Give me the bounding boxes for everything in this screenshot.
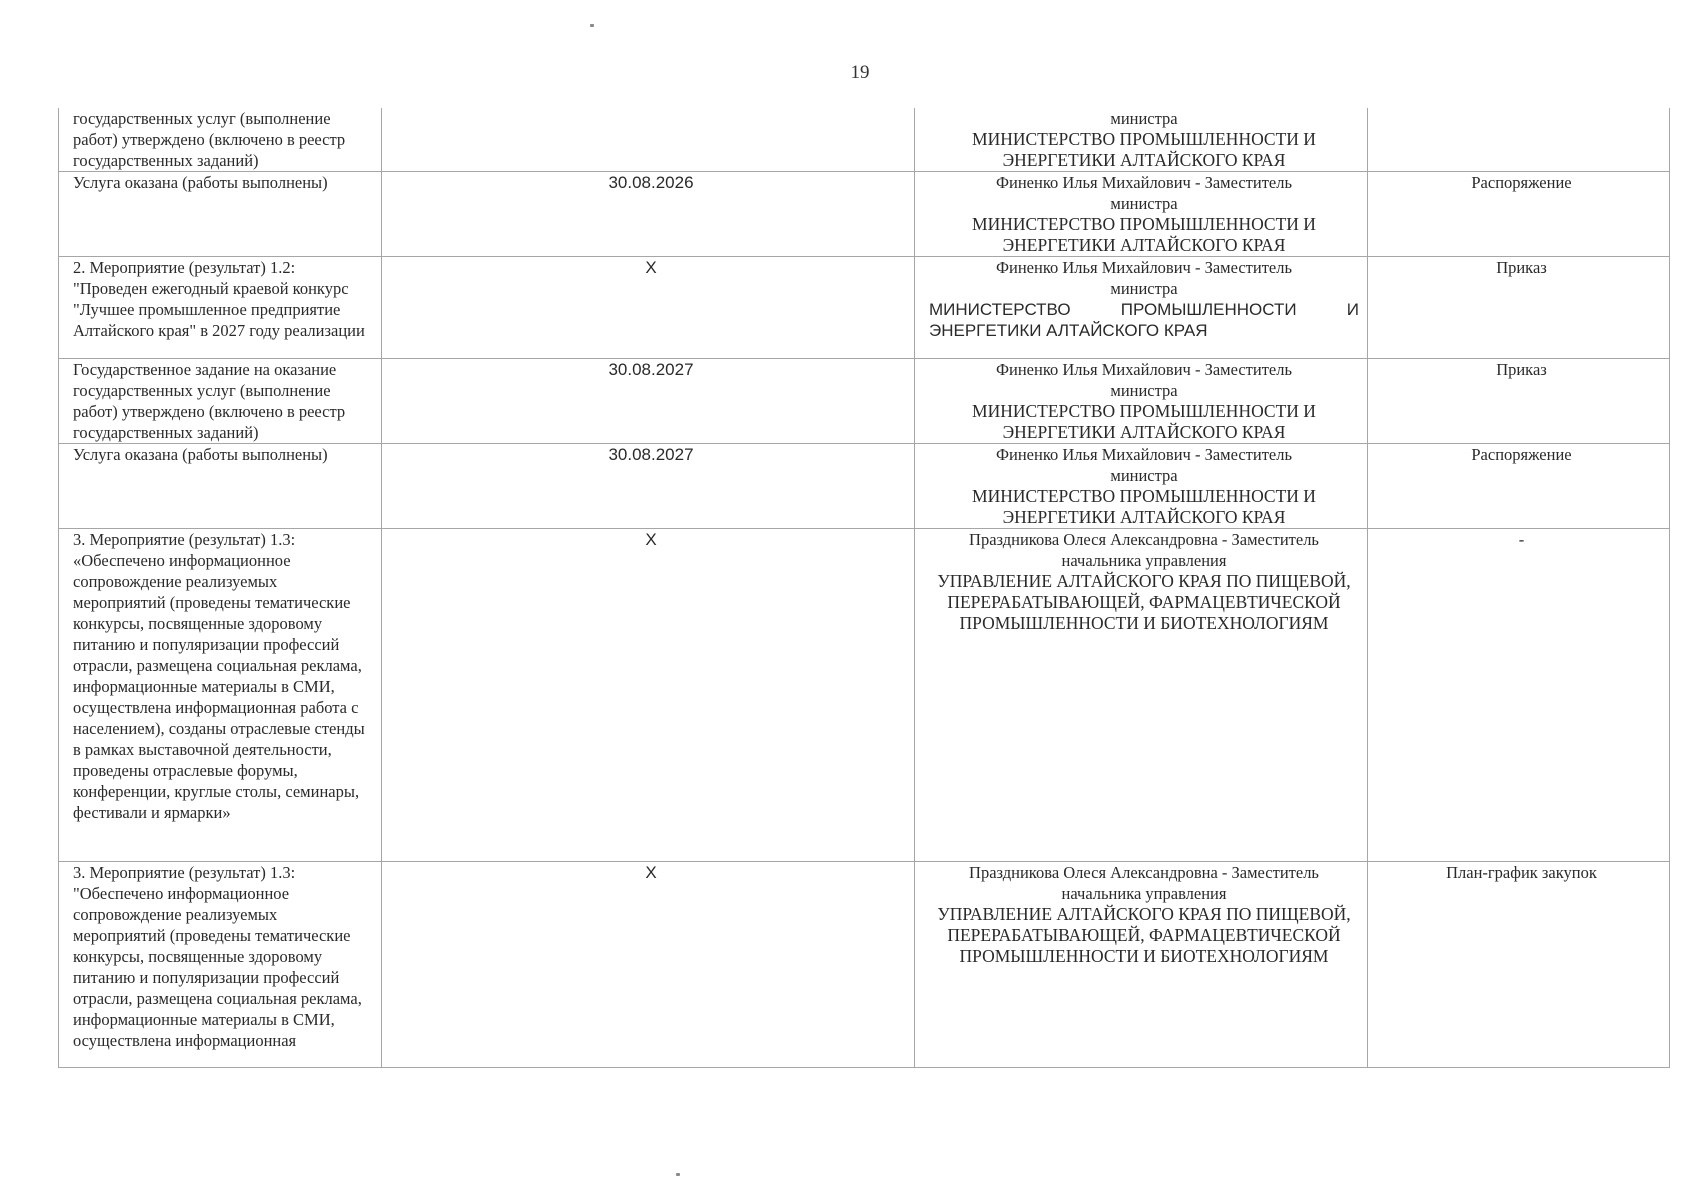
document-cell: - — [1368, 529, 1670, 862]
responsible-position: министра — [1110, 279, 1178, 298]
responsible-cell — [915, 862, 1368, 1068]
document-cell — [1368, 108, 1670, 172]
responsible-cell — [915, 359, 1368, 444]
responsible-person: Финенко Илья Михайлович - Заместитель — [995, 258, 1293, 277]
responsible-position: министра — [1110, 381, 1178, 400]
result-cell: 2. Мероприятие (результат) 1.2: "Проведен ежегодный краевой конкурс "Лучшее промышленное предприятие Алтайского края" в 2027 году реализации — [59, 257, 382, 359]
table-row — [59, 257, 1670, 359]
responsible-position: министра — [1110, 466, 1178, 485]
responsible-person: Финенко Илья Михайлович - Заместитель — [995, 173, 1293, 192]
responsible-person: Финенко Илья Михайлович - Заместитель — [995, 445, 1293, 464]
responsible-cell — [915, 108, 1368, 172]
document-cell: План-график закупок — [1368, 862, 1670, 1068]
result-cell: 3. Мероприятие (результат) 1.3: "Обеспечено информационное сопровождение реализуемых мероприятий (проведены тематические конкурсы, посвященные здоровому питанию и популяризации профессий отрасли, размещена социальная реклама, информационные материалы в СМИ, осуществлена информационная — [59, 862, 382, 1068]
date-cell: 30.08.2027 — [382, 444, 915, 529]
responsible-position: начальника управления — [1061, 884, 1227, 903]
responsible-org: УПРАВЛЕНИЕ АЛТАЙСКОГО КРАЯ ПО ПИЩЕВОЙ, ПЕРЕРАБАТЫВАЮЩЕЙ, ФАРМАЦЕВТИЧЕСКОЙ ПРОМЫШЛЕННОСТИ И БИОТЕХНОЛОГИЯМ — [937, 904, 1351, 966]
table-row — [59, 862, 1670, 1068]
date-cell: X — [382, 529, 915, 862]
document-cell: Распоряжение — [1368, 444, 1670, 529]
result-cell: государственных услуг (выполнение работ) утверждено (включено в реестр государственных заданий) — [59, 108, 382, 172]
responsible-cell — [915, 257, 1368, 359]
responsible-org: МИНИСТЕРСТВО ПРОМЫШЛЕННОСТИ И ЭНЕРГЕТИКИ АЛТАЙСКОГО КРАЯ — [972, 214, 1316, 255]
table-row — [59, 444, 1670, 529]
responsible-person: Праздникова Олеся Александровна - Заместитель — [969, 863, 1319, 882]
responsible-org — [929, 299, 1359, 341]
result-cell: Услуга оказана (работы выполнены) — [59, 172, 382, 257]
responsible-person: Праздникова Олеся Александровна - Заместитель — [969, 530, 1319, 549]
responsible-org: МИНИСТЕРСТВО ПРОМЫШЛЕННОСТИ И ЭНЕРГЕТИКИ АЛТАЙСКОГО КРАЯ — [972, 129, 1316, 170]
scan-speck — [676, 1173, 680, 1176]
responsible-org-line2: ЭНЕРГЕТИКИ АЛТАЙСКОГО КРАЯ — [929, 321, 1208, 340]
responsible-org: МИНИСТЕРСТВО ПРОМЫШЛЕННОСТИ И ЭНЕРГЕТИКИ АЛТАЙСКОГО КРАЯ — [972, 401, 1316, 442]
responsible-org-line1: МИНИСТЕРСТВО ПРОМЫШЛЕННОСТИ И — [929, 300, 1359, 319]
date-cell: 30.08.2027 — [382, 359, 915, 444]
date-cell: 30.08.2026 — [382, 172, 915, 257]
document-cell: Приказ — [1368, 257, 1670, 359]
responsible-cell — [915, 529, 1368, 862]
table-row — [59, 359, 1670, 444]
table-row — [59, 529, 1670, 862]
responsible-cell — [915, 444, 1368, 529]
date-cell: X — [382, 862, 915, 1068]
date-cell — [382, 108, 915, 172]
page-number: 19 — [850, 62, 870, 83]
responsible-org: МИНИСТЕРСТВО ПРОМЫШЛЕННОСТИ И ЭНЕРГЕТИКИ АЛТАЙСКОГО КРАЯ — [972, 486, 1316, 527]
table-row — [59, 108, 1670, 172]
document-cell: Приказ — [1368, 359, 1670, 444]
responsible-cell — [915, 172, 1368, 257]
date-cell: X — [382, 257, 915, 359]
result-cell: Услуга оказана (работы выполнены) — [59, 444, 382, 529]
responsible-position: начальника управления — [1061, 551, 1227, 570]
responsible-person: Финенко Илья Михайлович - Заместитель — [995, 360, 1293, 379]
responsible-position: министра — [1110, 194, 1178, 213]
responsible-position: министра — [1110, 109, 1178, 128]
result-cell: Государственное задание на оказание государственных услуг (выполнение работ) утверждено (включено в реестр государственных заданий) — [59, 359, 382, 444]
document-cell: Распоряжение — [1368, 172, 1670, 257]
responsible-org: УПРАВЛЕНИЕ АЛТАЙСКОГО КРАЯ ПО ПИЩЕВОЙ, ПЕРЕРАБАТЫВАЮЩЕЙ, ФАРМАЦЕВТИЧЕСКОЙ ПРОМЫШЛЕННОСТИ И БИОТЕХНОЛОГИЯМ — [937, 571, 1351, 633]
control-points-table — [58, 108, 1670, 1068]
result-cell: 3. Мероприятие (результат) 1.3: «Обеспечено информационное сопровождение реализуемых мероприятий (проведены тематические конкурсы, посвященные здоровому питанию и популяризации профессий отрасли, размещена социальная реклама, информационные материалы в СМИ, осуществлена информационная работа с населением), созданы отраслевые стенды в рамках выставочной деятельности, проведены отраслевые форумы, конференции, круглые столы, семинары, фестивали и ярмарки» — [59, 529, 382, 862]
table-row — [59, 172, 1670, 257]
scan-speck — [590, 24, 594, 27]
